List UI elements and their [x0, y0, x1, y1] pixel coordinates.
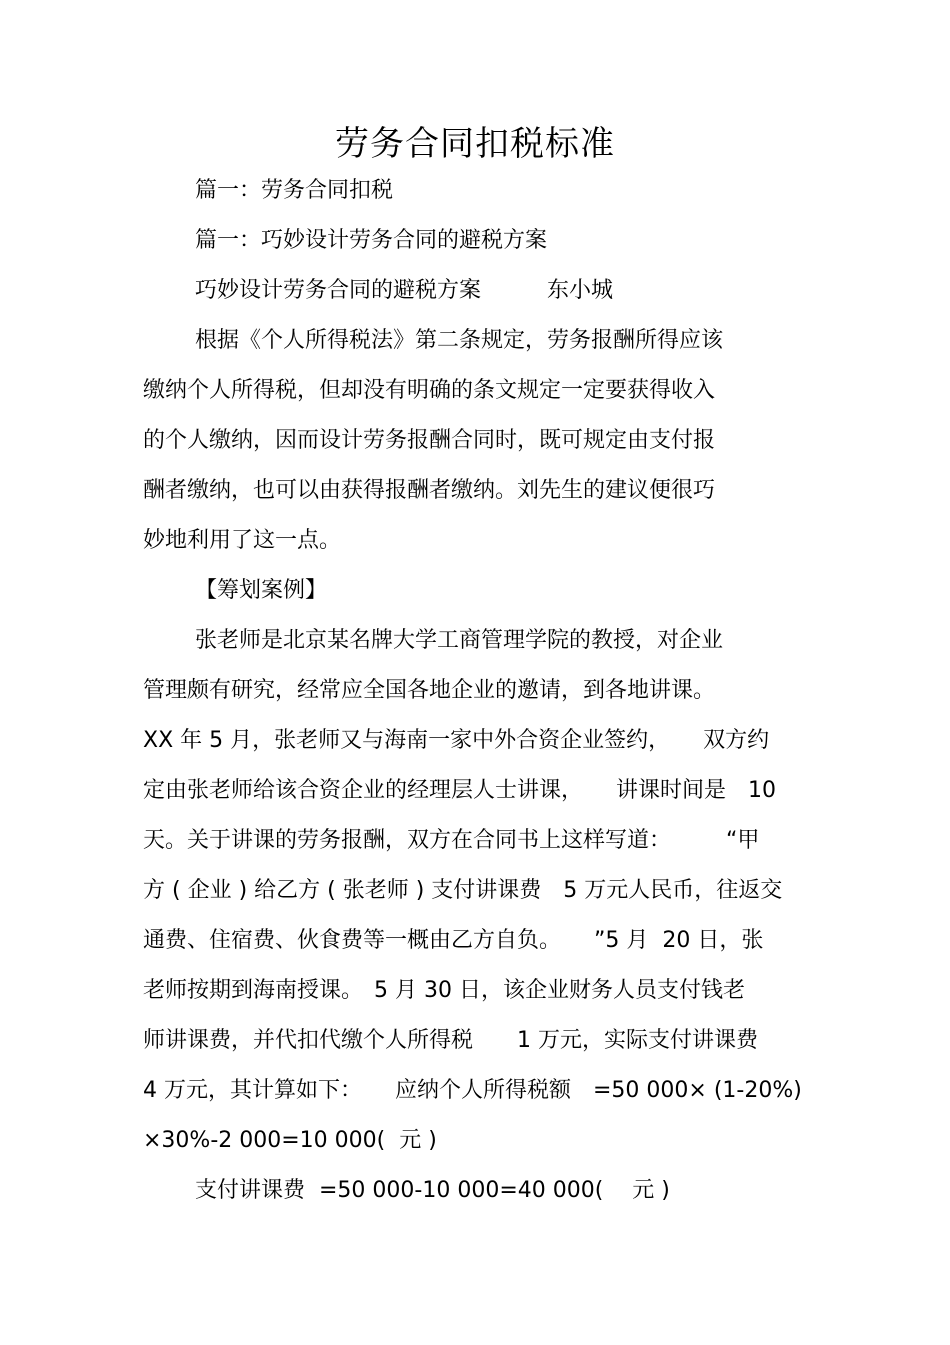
text-line: 支付讲课费 =50 000-10 000=40 000( 元 ): [195, 1178, 670, 1203]
text-line: 篇一：劳务合同扣税: [195, 178, 394, 203]
text-line: 师讲课费，并代扣代缴个人所得税 1 万元，实际支付讲课费: [143, 1028, 758, 1053]
text-line: 定由张老师给该合资企业的经理层人士讲课， 讲课时间是 10: [143, 778, 776, 803]
text-line: 天。关于讲课的劳务报酬，双方在合同书上这样写道： “甲: [143, 828, 760, 853]
text-line: 【筹划案例】: [195, 578, 328, 603]
text-line: 通费、住宿费、伙食费等一概由乙方自负。 ”5 月 20 日，张: [143, 928, 764, 953]
text-line: 篇一：巧妙设计劳务合同的避税方案: [195, 228, 548, 253]
text-line: 张老师是北京某名牌大学工商管理学院的教授，对企业: [195, 628, 724, 653]
text-line: 4 万元，其计算如下： 应纳个人所得税额 =50 000× (1-20%): [143, 1078, 802, 1103]
document-title: 劳务合同扣税标准: [335, 124, 615, 164]
text-line: 根据《个人所得税法》第二条规定，劳务报酬所得应该: [195, 328, 724, 353]
text-line: 的个人缴纳，因而设计劳务报酬合同时，既可规定由支付报: [143, 428, 716, 453]
text-line: ×30%-2 000=10 000( 元 ): [143, 1128, 437, 1153]
text-line: 酬者缴纳，也可以由获得报酬者缴纳。刘先生的建议便很巧: [143, 478, 716, 503]
text-line: 方 ( 企业 ) 给乙方 ( 张老师 ) 支付讲课费 5 万元人民币，往返交: [143, 878, 783, 903]
text-line: 巧妙设计劳务合同的避税方案 东小城: [195, 278, 614, 303]
text-line: 老师按期到海南授课。 5 月 30 日，该企业财务人员支付钱老: [143, 978, 745, 1003]
text-line: 妙地利用了这一点。: [143, 528, 342, 553]
text-line: 缴纳个人所得税，但却没有明确的条文规定一定要获得收入: [143, 378, 716, 403]
text-line: XX 年 5 月，张老师又与海南一家中外合资企业签约， 双方约: [143, 728, 770, 753]
text-line: 管理颇有研究，经常应全国各地企业的邀请，到各地讲课。: [143, 678, 716, 703]
